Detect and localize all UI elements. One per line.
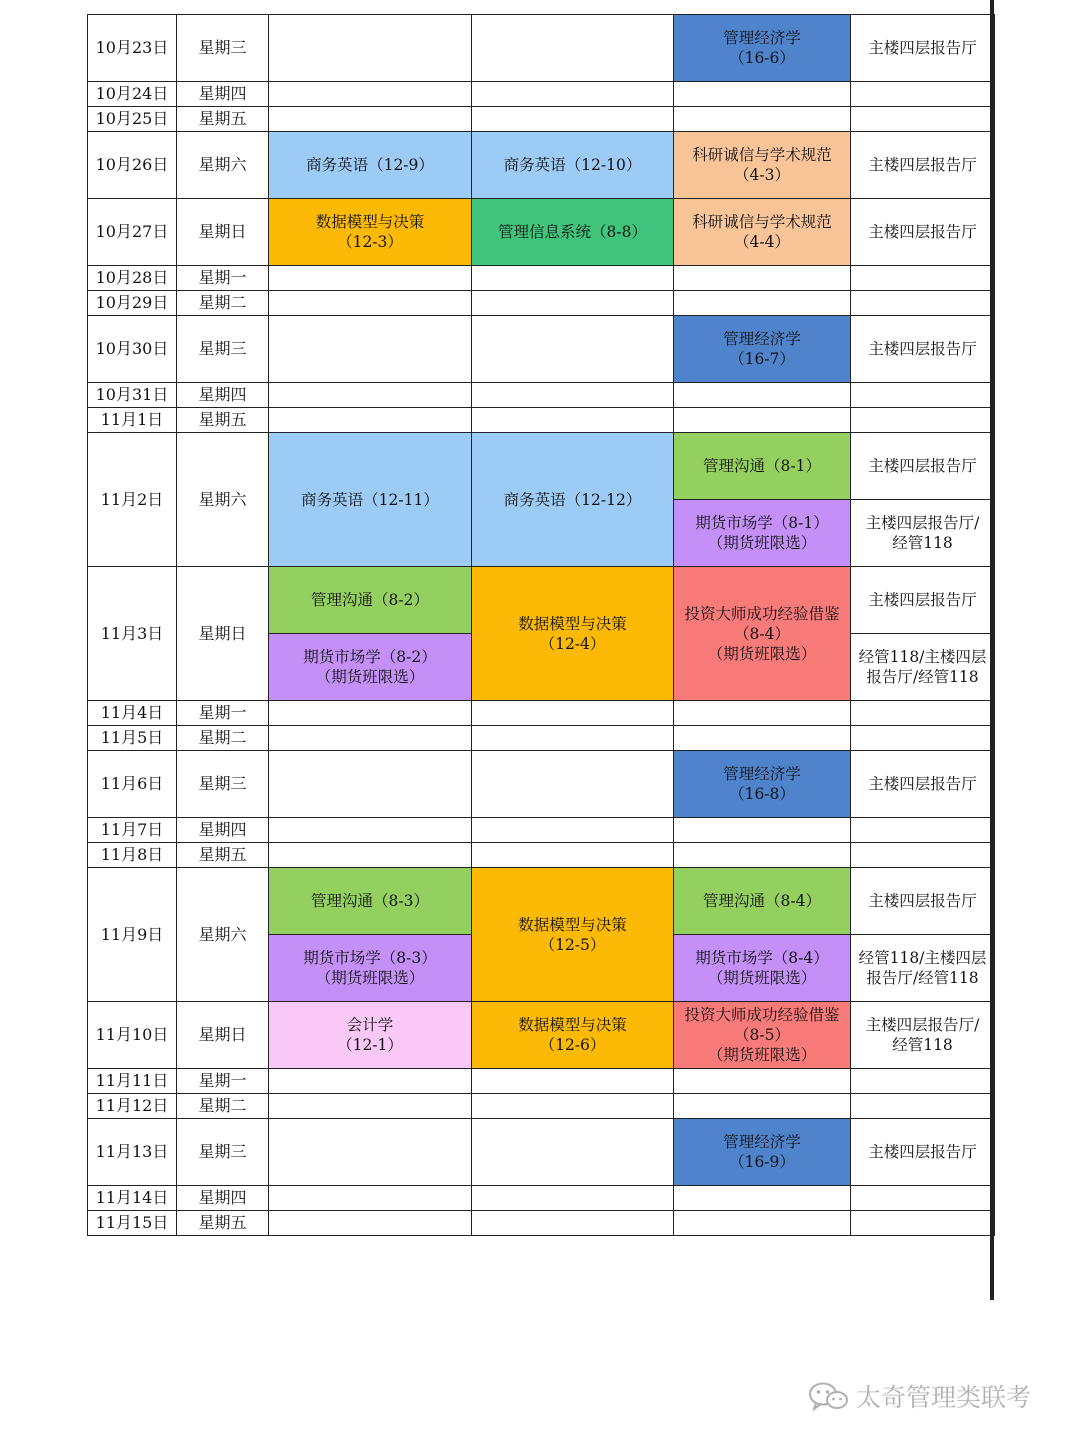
location-text: 主楼四层报告厅/ [865, 1016, 980, 1034]
empty-cell [674, 266, 851, 291]
course-text: 科研诚信与学术规范 [692, 213, 832, 231]
course-text: 投资大师成功经验借鉴 [684, 1006, 840, 1024]
location-text: 经管118 [892, 1036, 953, 1054]
course-text: （16-9） [729, 1153, 795, 1171]
location-text: 主楼四层报告厅 [868, 1143, 977, 1161]
empty-cell [674, 383, 851, 408]
date-cell: 11月12日 [88, 1094, 177, 1119]
location-text: 主楼四层报告厅/ [865, 514, 980, 532]
schedule-row [88, 1069, 995, 1094]
schedule-row [88, 266, 995, 291]
weekday-cell: 星期五 [177, 1211, 269, 1236]
course-cell [269, 634, 472, 701]
empty-cell [269, 15, 472, 82]
course-cell [674, 1119, 851, 1186]
date-cell: 11月5日 [88, 726, 177, 751]
course-text: （16-7） [729, 350, 795, 368]
date-cell: 10月23日 [88, 15, 177, 82]
course-cell [472, 433, 674, 567]
empty-cell [472, 1094, 674, 1119]
course-text: （16-8） [729, 785, 795, 803]
empty-cell [674, 843, 851, 868]
date-cell: 10月29日 [88, 291, 177, 316]
empty-cell [472, 266, 674, 291]
empty-cell [269, 107, 472, 132]
weekday-cell: 星期二 [177, 1094, 269, 1119]
course-cell [674, 935, 851, 1002]
schedule-table [87, 14, 995, 1236]
course-text: 数据模型与决策 [518, 915, 627, 934]
empty-cell [674, 1094, 851, 1119]
empty-cell [472, 316, 674, 383]
schedule-row [88, 1119, 995, 1186]
course-text: 管理经济学 [723, 765, 801, 783]
weekday-cell: 星期五 [177, 843, 269, 868]
date-cell: 11月7日 [88, 818, 177, 843]
course-text: 商务英语（12-10） [503, 156, 642, 174]
empty-cell [472, 1119, 674, 1186]
empty-cell [674, 82, 851, 107]
course-text: 商务英语（12-9） [306, 156, 434, 174]
empty-cell [269, 843, 472, 868]
course-cell [674, 1002, 851, 1069]
date-cell: 10月24日 [88, 82, 177, 107]
schedule-row [88, 316, 995, 383]
course-text: 期货市场学（8-3） [303, 949, 437, 967]
empty-cell [674, 818, 851, 843]
course-text: 科研诚信与学术规范 [692, 146, 832, 164]
location-text: 报告厅/经管118 [866, 969, 979, 987]
course-text: （8-4） [734, 624, 790, 643]
date-cell: 11月1日 [88, 408, 177, 433]
weekday-cell: 星期二 [177, 726, 269, 751]
course-text: 数据模型与决策 [518, 1016, 627, 1034]
empty-cell [269, 701, 472, 726]
empty-cell [851, 1094, 995, 1119]
schedule-row [88, 199, 995, 266]
course-cell [269, 1002, 472, 1069]
date-cell: 11月10日 [88, 1002, 177, 1069]
location-text: 主楼四层报告厅 [868, 591, 977, 609]
course-text: （12-3） [337, 233, 403, 251]
schedule-row [88, 15, 995, 82]
location-cell [851, 433, 995, 500]
empty-cell [472, 107, 674, 132]
empty-cell [269, 291, 472, 316]
empty-cell [269, 266, 472, 291]
date-cell: 11月2日 [88, 433, 177, 567]
empty-cell [269, 751, 472, 818]
empty-cell [851, 82, 995, 107]
date-cell: 11月11日 [88, 1069, 177, 1094]
empty-cell [472, 843, 674, 868]
empty-cell [851, 1069, 995, 1094]
location-cell [851, 567, 995, 634]
schedule-row [88, 701, 995, 726]
schedule-row [88, 1002, 995, 1069]
date-cell: 10月30日 [88, 316, 177, 383]
course-cell [674, 500, 851, 567]
wechat-icon [808, 1381, 850, 1411]
course-text: 管理沟通（8-2） [311, 591, 429, 609]
empty-cell [472, 383, 674, 408]
weekday-cell: 星期四 [177, 82, 269, 107]
weekday-cell: 星期日 [177, 1002, 269, 1069]
location-cell [851, 634, 995, 701]
course-text: 会计学 [346, 1016, 394, 1034]
course-cell [472, 1002, 674, 1069]
empty-cell [269, 726, 472, 751]
empty-cell [472, 1069, 674, 1094]
date-cell: 11月8日 [88, 843, 177, 868]
course-text: 数据模型与决策 [518, 614, 627, 633]
location-text: 经管118/主楼四层 [858, 648, 987, 666]
empty-cell [851, 383, 995, 408]
empty-cell [472, 1211, 674, 1236]
empty-cell [472, 291, 674, 316]
date-cell: 11月14日 [88, 1186, 177, 1211]
schedule-row [88, 726, 995, 751]
schedule-body [88, 15, 995, 1236]
course-cell [674, 132, 851, 199]
empty-cell [851, 107, 995, 132]
empty-cell [674, 1186, 851, 1211]
date-cell: 10月31日 [88, 383, 177, 408]
empty-cell [472, 726, 674, 751]
weekday-cell: 星期三 [177, 1119, 269, 1186]
empty-cell [674, 1211, 851, 1236]
date-cell: 11月3日 [88, 567, 177, 701]
empty-cell [269, 1186, 472, 1211]
course-cell [472, 567, 674, 701]
course-cell [269, 868, 472, 935]
empty-cell [269, 1069, 472, 1094]
empty-cell [269, 1119, 472, 1186]
schedule-row [88, 1211, 995, 1236]
weekday-cell: 星期二 [177, 291, 269, 316]
location-cell [851, 868, 995, 935]
course-text: 管理经济学 [723, 330, 801, 348]
weekday-cell: 星期六 [177, 433, 269, 567]
schedule-row [88, 1094, 995, 1119]
schedule-row [88, 433, 995, 500]
course-text: 管理沟通（8-4） [703, 892, 821, 910]
course-cell [674, 868, 851, 935]
location-text: 主楼四层报告厅 [868, 223, 977, 241]
course-text: （12-6） [539, 1036, 606, 1054]
empty-cell [674, 701, 851, 726]
empty-cell [269, 82, 472, 107]
empty-cell [851, 818, 995, 843]
course-text: （期货班限选） [315, 969, 425, 987]
empty-cell [851, 726, 995, 751]
course-cell [269, 567, 472, 634]
empty-cell [851, 1186, 995, 1211]
weekday-cell: 星期四 [177, 818, 269, 843]
course-text: （8-5） [734, 1026, 790, 1044]
schedule-row [88, 132, 995, 199]
course-text: （期货班限选） [707, 534, 817, 552]
date-cell: 11月4日 [88, 701, 177, 726]
course-text: （期货班限选） [707, 644, 817, 663]
empty-cell [269, 408, 472, 433]
empty-cell [851, 408, 995, 433]
empty-cell [269, 818, 472, 843]
schedule-row [88, 82, 995, 107]
empty-cell [269, 316, 472, 383]
empty-cell [472, 818, 674, 843]
schedule-row [88, 383, 995, 408]
empty-cell [269, 1211, 472, 1236]
weekday-cell: 星期一 [177, 1069, 269, 1094]
course-text: （期货班限选） [707, 1046, 817, 1064]
empty-cell [472, 1186, 674, 1211]
course-cell [472, 132, 674, 199]
schedule-row [88, 1186, 995, 1211]
empty-cell [674, 1069, 851, 1094]
location-text: 主楼四层报告厅 [868, 775, 977, 793]
location-text: 主楼四层报告厅 [868, 39, 977, 57]
date-cell: 11月13日 [88, 1119, 177, 1186]
date-cell: 11月9日 [88, 868, 177, 1002]
date-cell: 10月26日 [88, 132, 177, 199]
empty-cell [674, 107, 851, 132]
date-cell: 10月25日 [88, 107, 177, 132]
schedule-row [88, 843, 995, 868]
course-cell [674, 316, 851, 383]
location-text: 报告厅/经管118 [866, 668, 979, 686]
schedule-row [88, 868, 995, 935]
empty-cell [472, 82, 674, 107]
location-cell [851, 500, 995, 567]
date-cell: 11月15日 [88, 1211, 177, 1236]
empty-cell [472, 751, 674, 818]
schedule-row [88, 751, 995, 818]
location-cell [851, 15, 995, 82]
course-text: 管理经济学 [723, 1133, 801, 1151]
course-text: （期货班限选） [707, 969, 817, 987]
empty-cell [269, 383, 472, 408]
empty-cell [472, 408, 674, 433]
location-cell [851, 935, 995, 1002]
weekday-cell: 星期五 [177, 408, 269, 433]
course-text: 数据模型与决策 [315, 213, 425, 231]
course-text: 管理沟通（8-3） [311, 892, 429, 910]
weekday-cell: 星期三 [177, 316, 269, 383]
course-cell [472, 199, 674, 266]
weekday-cell: 星期四 [177, 1186, 269, 1211]
location-cell [851, 1002, 995, 1069]
location-text: 经管118/主楼四层 [858, 949, 987, 967]
course-text: 商务英语（12-11） [301, 490, 439, 509]
course-cell [269, 199, 472, 266]
empty-cell [674, 408, 851, 433]
location-text: 主楼四层报告厅 [868, 340, 977, 358]
location-cell [851, 751, 995, 818]
course-text: （12-4） [539, 634, 606, 653]
location-text: 主楼四层报告厅 [868, 457, 977, 475]
course-text: 期货市场学（8-2） [303, 648, 437, 666]
location-text: 经管118 [892, 534, 953, 552]
empty-cell [674, 291, 851, 316]
weekday-cell: 星期三 [177, 751, 269, 818]
course-text: 投资大师成功经验借鉴 [684, 604, 840, 623]
course-cell [269, 935, 472, 1002]
weekday-cell: 星期一 [177, 701, 269, 726]
date-cell: 10月28日 [88, 266, 177, 291]
location-cell [851, 199, 995, 266]
weekday-cell: 星期六 [177, 132, 269, 199]
course-text: 期货市场学（8-4） [695, 949, 829, 967]
course-cell [674, 199, 851, 266]
course-cell [674, 433, 851, 500]
weekday-cell: 星期日 [177, 567, 269, 701]
course-text: （期货班限选） [315, 668, 425, 686]
location-cell [851, 132, 995, 199]
location-text: 主楼四层报告厅 [868, 892, 977, 910]
empty-cell [472, 15, 674, 82]
weekday-cell: 星期六 [177, 868, 269, 1002]
page-edge [990, 0, 994, 1300]
course-text: 管理经济学 [723, 29, 801, 47]
weekday-cell: 星期四 [177, 383, 269, 408]
course-cell [269, 433, 472, 567]
course-text: （4-4） [734, 233, 790, 251]
schedule-row [88, 408, 995, 433]
empty-cell [851, 1211, 995, 1236]
course-text: （4-3） [734, 166, 790, 184]
schedule-row [88, 107, 995, 132]
watermark-text: 太奇管理类联考 [856, 1383, 1032, 1412]
course-text: 商务英语（12-12） [503, 490, 642, 509]
date-cell: 11月6日 [88, 751, 177, 818]
watermark [808, 1378, 1031, 1414]
schedule-row [88, 567, 995, 634]
course-cell [674, 15, 851, 82]
location-cell [851, 316, 995, 383]
course-cell [472, 868, 674, 1002]
weekday-cell: 星期五 [177, 107, 269, 132]
date-cell: 10月27日 [88, 199, 177, 266]
course-text: （12-5） [539, 935, 606, 954]
course-text: 管理沟通（8-1） [703, 457, 821, 475]
schedule-row [88, 818, 995, 843]
empty-cell [674, 726, 851, 751]
empty-cell [851, 266, 995, 291]
course-text: （16-6） [729, 49, 795, 67]
course-cell [674, 567, 851, 701]
empty-cell [851, 843, 995, 868]
course-cell [674, 751, 851, 818]
empty-cell [472, 701, 674, 726]
weekday-cell: 星期一 [177, 266, 269, 291]
course-text: （12-1） [337, 1036, 403, 1054]
schedule-row [88, 291, 995, 316]
empty-cell [269, 1094, 472, 1119]
course-cell [269, 132, 472, 199]
course-text: 管理信息系统（8-8） [498, 223, 647, 241]
empty-cell [851, 291, 995, 316]
weekday-cell: 星期三 [177, 15, 269, 82]
course-text: 期货市场学（8-1） [695, 514, 829, 532]
location-cell [851, 1119, 995, 1186]
location-text: 主楼四层报告厅 [868, 156, 977, 174]
empty-cell [851, 701, 995, 726]
weekday-cell: 星期日 [177, 199, 269, 266]
